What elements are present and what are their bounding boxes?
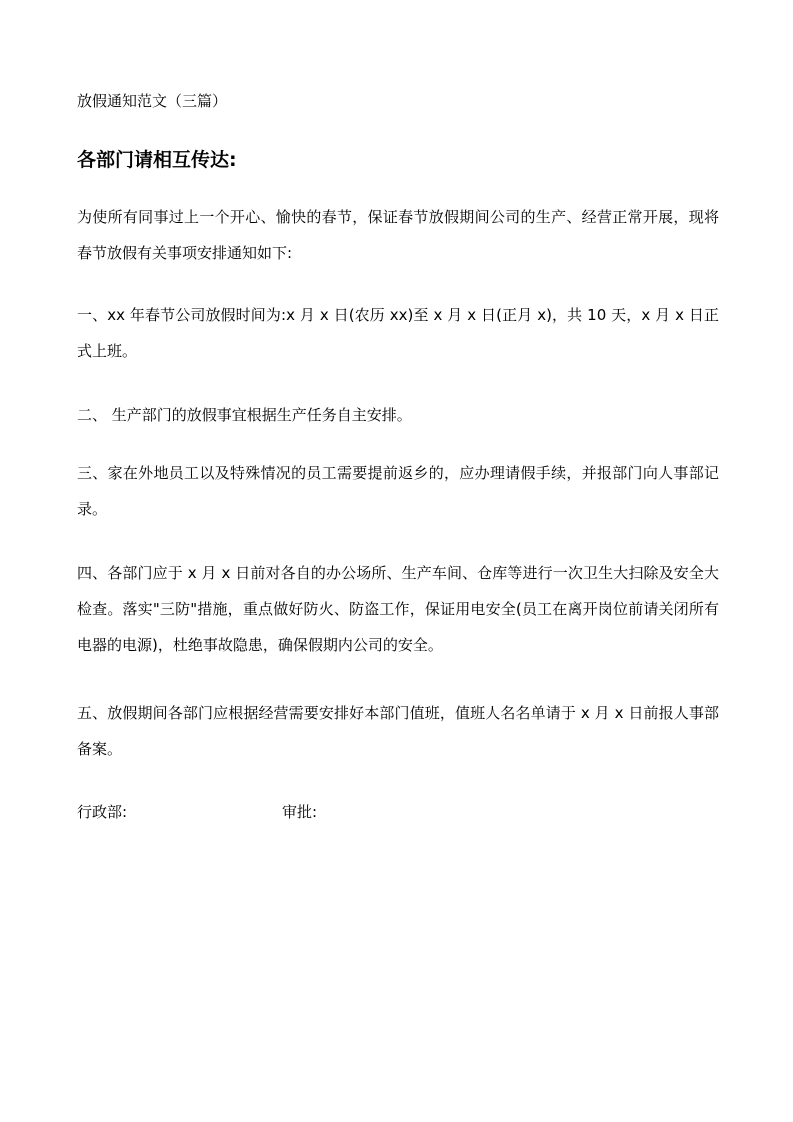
item-paragraph-1: 一、xx 年春节公司放假时间为:x 月 x 日(农历 xx)至 x 月 x 日(正月 x)，共 10 天，x 月 x 日正式上班。 bbox=[77, 306, 719, 360]
intro-paragraph: 为使所有同事过上一个开心、愉快的春节，保证春节放假期间公司的生产、经营正常开展，现将春节放假有关事项安排通知如下: bbox=[77, 208, 719, 262]
notice-heading: 各部门请相互传达: bbox=[77, 149, 237, 171]
document-title: 放假通知范文（三篇） bbox=[77, 92, 228, 110]
item-paragraph-3: 三、家在外地员工以及特殊情况的员工需要提前返乡的，应办理请假手续，并报部门向人事部记录。 bbox=[77, 464, 719, 518]
item-paragraph-5: 五、放假期间各部门应根据经营需要安排好本部门值班，值班人名名单请于 x 月 x 日前报人事部备案。 bbox=[77, 704, 719, 758]
admin-department-signature: 行政部: bbox=[77, 803, 128, 821]
item-paragraph-2: 二、 生产部门的放假事宜根据生产任务自主安排。 bbox=[77, 406, 412, 424]
item-paragraph-4: 四、各部门应于 x 月 x 日前对各自的办公场所、生产车间、仓库等进行一次卫生大扫除及安全大检查。落实"三防"措施，重点做好防火、防盗工作，保证用电安全(员工在离开岗位前请关闭所有电器的电源)，杜绝事故隐患，确保假期内公司的安全。 bbox=[77, 564, 719, 654]
approval-signature: 审批: bbox=[282, 803, 318, 821]
